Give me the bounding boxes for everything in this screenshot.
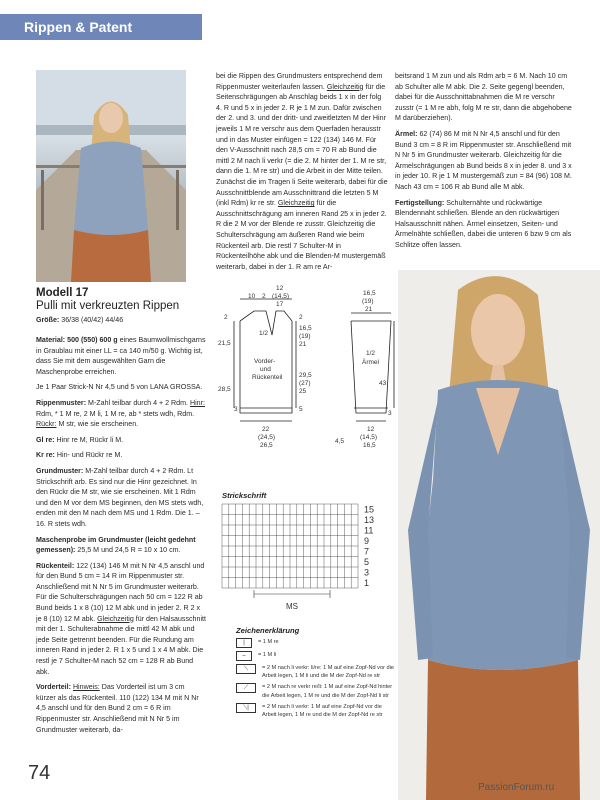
vorder-hinweis: Hinweis: [72,683,100,692]
legend-title: Zeichenerklärung [236,626,300,635]
sl-top21: 21 [365,306,373,313]
sl-43: 43 [379,380,387,387]
rippen-text: M-Zahl teilbar durch 4 + 2 Rdm. [86,398,188,407]
legend-symbol-cross-right: ⟋ [236,683,256,693]
rueck-text2: für den Halsausschnitt mit der 1. Schulterabnahme die mittl 42 M abk und jede Seite getrennt beenden. Für die Rundung am inneren Rand in jeder 2. R 1 x 5 und 1 x 4 M abk. Die restl je 7 Schulter-M nach 52 cm = 128 R ab Bund abk. [36,614,206,676]
chart-title: Strickschrift [222,491,267,500]
site-watermark: PassionForum.ru [478,782,555,793]
vorder-text: Das Vorderteil ist um 3 cm kürzer als das Rückenteil. 110 (122) 134 M mit N Nr 4,5 anschl und für den Bund 2 cm = 6 R im Rippenmuster str. Anschließend mit N Nr 5 im Grundmuster weiterarb, da- [36,683,199,734]
dim-bot22: 22 [262,426,270,433]
col2-text1: bei die Rippen des Grundmusters entsprechend dem Rippenmuster weiterlaufen lassen. [216,72,383,91]
legend-item [236,683,396,699]
stitch-chart [220,502,390,612]
section-tab: Rippen & Patent [0,14,202,40]
chart-row-number: 11 [364,525,374,536]
dim-bot265: 26,5 [260,442,273,449]
rippen-text2: Rdm, * 1 M re, 2 M li, 1 M re, ab * stets wdh, Rdm. [36,409,195,418]
instructions-column-3 [395,71,575,256]
dim-left2: 2 [224,314,228,321]
legend-symbol-cross-left-purl: ⟍ [236,664,256,674]
legend-item [236,638,396,648]
legend-text: = 2 M nach li verkr: li/re: 1 M auf eine Zopf-Nd vor die Arbeit legen, 1 M li und die M der Zopf-Nd re str [262,665,394,680]
sl-bot45: 4,5 [335,438,345,445]
dim-right5: 5 [299,406,303,413]
sl-bot165: 16,5 [363,442,376,449]
dim-right165: 16,5 [299,325,312,332]
sl-top19: (19) [362,298,374,305]
legend-list [236,638,396,722]
dim-right2: 2 [299,314,303,321]
chart-row-number: 1 [364,578,370,588]
body-l3: und [260,366,271,373]
size-line [36,315,123,326]
sleeve-l2: Ärmel [362,359,379,366]
kr-text: Hin- und Rückr re M. [54,451,123,460]
col2-gleich2: Gleichzeitig [277,199,315,208]
rippen-label: Rippenmuster: [36,398,87,407]
rippen-text3: M str, wie sie erscheinen. [56,420,139,429]
kr-label: Kr re: [36,451,55,460]
dim-right295: 29,5 [299,372,312,379]
probe-text: 25,5 M und 24,5 R = 10 x 10 cm. [75,546,181,555]
material-text: eines Baumwollmischgarns in Graublau mit einer LL = ca 140 m/50 g. Wichtig ist, dass Sie mit dem ausgewählten Garn die Maschenprobe erreichen. [36,336,206,376]
legend-text: = 1 M re [258,639,279,645]
legend-item [236,703,396,719]
model-photo-small [36,70,186,282]
col2-text3: für die Ausschnittschrägung am inneren Rand 25 x in jeder 2. R die 2 M vor der Blende re zusstr. Gleichzeitig die Schulterschrägung am äußeren Rand wie beim Rückenteil arb. Die restl 7 Schulter-M in Rückenteilhöhe abk und die Blenden-M mustergemäß weiterarb, dabei in der 1. R am re Ar- [216,199,387,271]
gl-label: Gl re: [36,435,55,444]
fertig-text: Schulternähte und rückwärtige Blendennaht schließen. Blende an den rückwärtigen Halsausschnitt nähen. Ärmel einsetzen, Seiten- und Ärmelnähte schließen, dabei die unteren 6 bzw 9 cm als Schlitze offen lassen. [395,198,572,249]
aermel-label: Ärmel: [395,129,418,138]
dim-top145: (14,5) [272,293,289,300]
legend-text: = 1 M li [258,652,277,658]
chart-row-number: 3 [364,567,370,578]
dim-left285: 28,5 [218,386,231,393]
dim-right25: 25 [299,388,307,395]
sl-3: 3 [388,410,392,417]
dim-right27: (27) [299,380,311,387]
legend-item [236,651,396,661]
page-number: 74 [28,762,51,784]
dim-right21: 21 [299,341,307,348]
dim-bot245: (24,5) [258,434,275,441]
body-l1: 1/2 [259,330,269,337]
schematic-diagram [216,283,396,468]
body-l4: Rückenteil [252,374,283,381]
instructions-column-2 [216,71,388,277]
size-value: 36/38 (40/42) 44/46 [61,316,124,324]
chart-row-number: 9 [364,536,370,546]
rippen-hinr: Hinr: [189,398,205,407]
vorder-label: Vorderteil: [36,683,71,692]
instructions-column-1 [36,335,206,740]
col3-text1: beitsrand 1 M zun und als Rdm arb = 6 M. Nach 10 cm ab Schulter alle M abk. Die 2. Seite gegengl beenden, dabei für die Ausschnittabnahmen die M re verschr zusstr (= 1 M re abh, folg M re str, dann die abgehobene M darüberziehen). [395,72,572,123]
grund-text: M-Zahl teilbar durch 4 + 2 Rdm. Lt Strickschrift arb. Es sind nur die Hinr gezeichnet. In den Rückr die M str, wie sie erscheinen. Mit 1 Rdm und den M vor dem MS beginnen, den MS stets wdh, enden mit den M nach dem MS und 1 Rdm. Die 1. – 16. R stets wdh. [36,466,204,528]
col2-gleich: Gleichzeitig [326,82,364,91]
sleeve-l1: 1/2 [366,350,376,357]
dim-top17: 17 [276,301,284,308]
legend-symbol-knit: | [236,638,252,648]
legend-symbol-cross-left-knit: ⟍| [236,703,256,713]
chart-row-number: 15 [364,504,375,515]
model-title: Modell 17 [36,287,89,299]
needles-text: Je 1 Paar Strick-N Nr 4,5 und 5 von LANA GROSSA. [36,383,203,392]
rippen-rueckr: Rückr: [36,420,57,429]
rueck-gleich: Gleichzeitig [97,614,134,623]
rueck-text: 122 (134) 146 M mit N Nr 4,5 anschl und für den Bund 5 cm = 14 R im Rippenmuster str. Anschließend mit N Nr 5 im Grundmuster weiterarb. Für die Schulterschrägungen nach 50 cm = 122 R ab Bund beids 1 x 8 (10) 12 M abk und in jeder 2. R 2 x je 8 (10) 12 M abk. [36,561,205,623]
dim-left215: 21,5 [218,340,231,347]
grund-label: Grundmuster: [36,466,84,475]
chart-row-number: 13 [364,515,375,525]
probe-label: Maschenprobe im Grundmuster (leicht gedehnt gemessen): [36,535,196,555]
legend-text: = 2 M nach li verkr: 1 M auf eine Zopf-Nd vor die Arbeit legen, 1 M re und die M der Zopf-Nd re str [262,703,383,719]
dim-top12: 12 [276,285,284,292]
gl-text: Hinr re M, Rückr li M. [54,435,124,444]
legend-text: = 2 M nach re verkr re/li: 1 M auf eine Zopf-Nd hinter die Arbeit legen, 1 M re und die M der Zopf-Nd li str [262,684,393,699]
chart-row-number: 7 [364,546,370,557]
material-label: Material: 500 (550) 600 g [36,336,118,344]
model-subtitle: Pulli mit verkreuzten Rippen [36,300,180,312]
dim-bot3: 3 [234,406,238,413]
col2-text2: für die Seitenschrägungen ab Anschlag beids 1 x in der folg 4. R und 5 x in jeder 2. R je 1 M zun. Dafür zwischen der 2. und 3. und der dritt- und zweitletzten M der Hinr jeweils 1 M re verschr aus dem Querfaden herausstr und in das Muster einfügen = 122 (134) 146 M. Für den V-Ausschnitt nach 28,5 cm = 70 R ab Bund die mittl 2 M nach li verkr (= die 2. M hinter der 1. M re str, dann die 1. M re str) und die Arbeit in der Mitte teilen. Zunächst die im Tragen li Seite weiterarb, dabei für die Ausschnittblende am Ausschnittrand die letzten 5 M (inkl Rdm) kr re str. [216,82,388,208]
dim-top2: 2 [262,293,266,300]
sl-bot145: (14,5) [360,434,377,441]
model-photo-large [398,270,600,800]
legend-item [236,664,396,680]
sl-bot12: 12 [367,426,375,433]
fertig-label: Fertigstellung: [395,198,445,207]
body-l2: Vorder- [254,358,276,365]
aermel-text: 62 (74) 86 M mit N Nr 4,5 anschl und für den Bund 3 cm = 8 R im Rippenmuster str. Anschließend mit N Nr 5 im Grundmuster weiterarb. Gleichzeitig für die Ärmelschrägungen ab Bund beids 8 x in jeder 8. und 3 x in jeder 10. R je 1 M mustergemäß zun = 84 (96) 108 M. Nach 43 cm = 106 R ab Bund alle M abk. [395,129,572,191]
chart-ms-label: MS [286,602,298,611]
legend-symbol-purl: – [236,651,252,661]
sl-top165: 16,5 [363,290,376,297]
dim-top10: 10 [248,293,256,300]
rueck-label: Rückenteil: [36,561,75,570]
size-label: Größe: [36,316,60,324]
dim-right19: (19) [299,333,311,340]
chart-row-number: 5 [364,557,370,567]
